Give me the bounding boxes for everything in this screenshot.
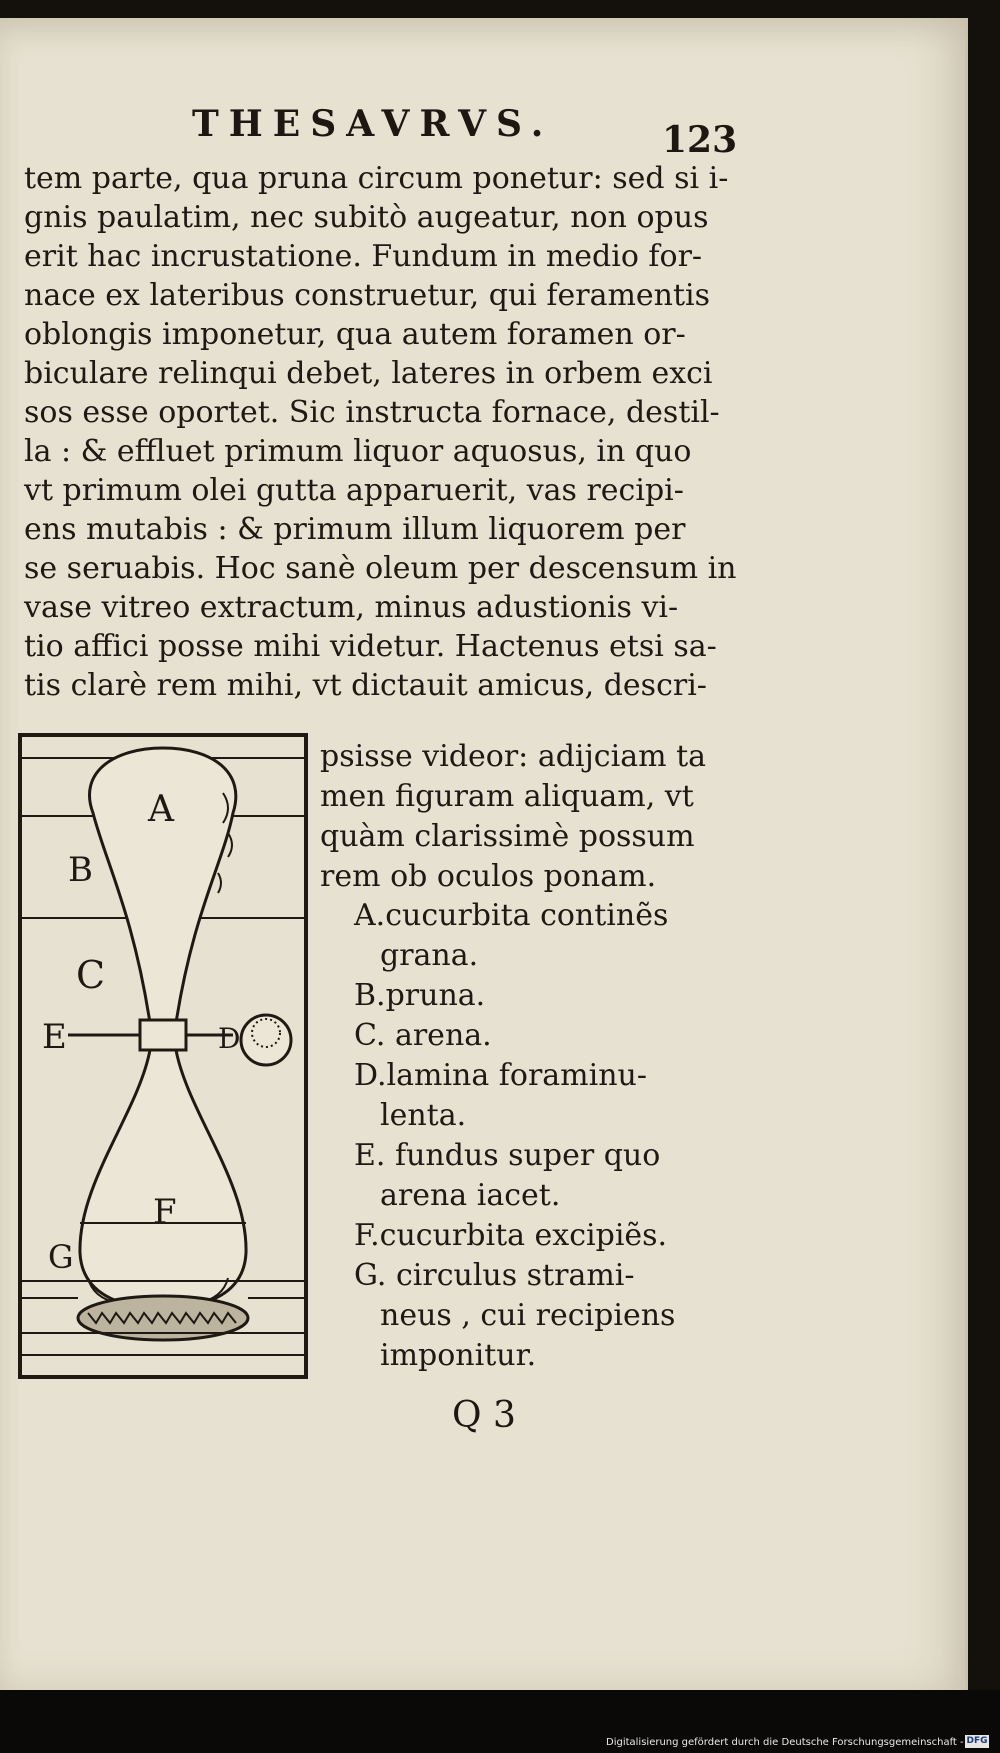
text-line: men figuram aliquam, vt [320, 779, 694, 814]
text-line: se seruabis. Hoc sanè oleum per descensum in [24, 551, 737, 586]
legend-item: imponitur. [380, 1338, 537, 1373]
page-number: 123 [662, 119, 738, 161]
text-line: la : & effluet primum liquor aquosus, in quo [24, 434, 692, 469]
legend-item: C. arena. [354, 1018, 492, 1053]
text-line: oblongis imponetur, qua autem foramen or- [24, 317, 686, 352]
legend-item: grana. [380, 938, 479, 973]
legend-item: G. circulus strami- [354, 1258, 635, 1293]
legend-item: F.cucurbita excipiẽs. [354, 1218, 668, 1253]
running-title: THESAVRVS. [192, 103, 554, 145]
legend-item: A.cucurbita continẽs [354, 898, 669, 933]
label-c: C [76, 953, 106, 997]
legend-item: arena iacet. [380, 1178, 561, 1213]
text-line: biculare relinqui debet, lateres in orbem exci [24, 356, 713, 391]
label-d: D [218, 1022, 241, 1055]
lower-cucurbita [80, 1050, 246, 1308]
text-line: tem parte, qua pruna circum ponetur: sed si i- [24, 161, 729, 196]
dfg-logo: DFG [966, 1736, 988, 1746]
distillation-woodcut [18, 733, 308, 1379]
text-line: ens mutabis : & primum illum liquorem per [24, 512, 686, 547]
label-b: B [68, 850, 93, 890]
signature-mark: Q 3 [452, 1395, 516, 1436]
text-line: vt primum olei gutta apparuerit, vas recipi- [24, 473, 684, 508]
text-line: nace ex lateribus construetur, qui feramentis [24, 278, 711, 313]
label-g: G [48, 1238, 74, 1276]
text-line: vase vitreo extractum, minus adustionis vi- [24, 590, 679, 625]
legend-item: E. fundus super quo [354, 1138, 661, 1173]
text-line: rem ob oculos ponam. [320, 859, 657, 894]
text-line: gnis paulatim, nec subitò augeatur, non opus [24, 200, 709, 235]
perforated-plate [241, 1015, 291, 1065]
text-line: tio affici posse mihi videtur. Hactenus etsi sa- [24, 629, 717, 664]
joint-ring [140, 1020, 186, 1050]
text-line: sos esse oportet. Sic instructa fornace, destil- [24, 395, 720, 430]
text-line: quàm clarissimè possum [320, 819, 695, 854]
label-a: A [148, 789, 174, 830]
text-line: tis clarè rem mihi, vt dictauit amicus, descri- [24, 668, 707, 703]
label-e: E [42, 1017, 67, 1057]
text-line: psisse videor: adijciam ta [320, 739, 707, 774]
legend-item: D.lamina foraminu- [354, 1058, 647, 1093]
legend-item: B.pruna. [354, 978, 486, 1013]
digitization-credit: Digitalisierung gefördert durch die Deutsche Forschungsgemeinschaft - [606, 1737, 964, 1748]
legend-item: neus , cui recipiens [380, 1298, 676, 1333]
legend-item: lenta. [380, 1098, 467, 1133]
label-f: F [153, 1192, 177, 1232]
text-line: erit hac incrustatione. Fundum in medio for- [24, 239, 703, 274]
